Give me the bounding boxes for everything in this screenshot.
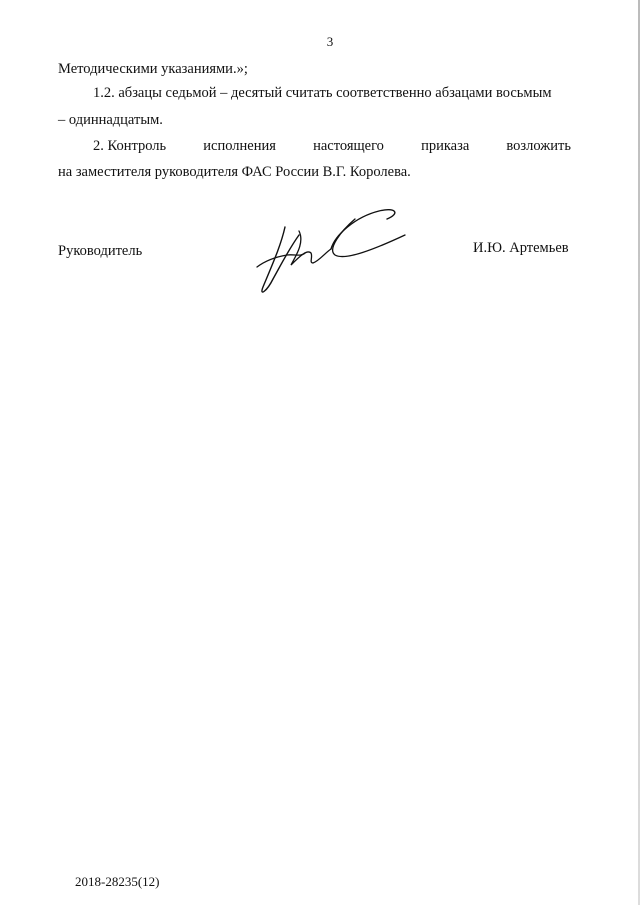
text-line-3: – одиннадцатым.	[58, 112, 163, 128]
signatory-name: И.Ю. Артемьев	[473, 240, 569, 256]
text-line-1: Методическими указаниями.»;	[58, 61, 248, 77]
text-line-4-word: 2. Контроль	[93, 138, 167, 154]
handwritten-signature	[255, 205, 410, 295]
text-line-4-word: настоящего	[313, 138, 384, 154]
signatory-role: Руководитель	[58, 243, 143, 259]
text-line-4-word: приказа	[421, 138, 470, 154]
document-id: 2018-28235(12)	[75, 874, 160, 889]
text-line-2: 1.2. абзацы седьмой – десятый считать соответственно абзацами восьмым	[93, 85, 552, 101]
text-line-4	[93, 137, 571, 155]
text-line-4-word: возложить	[506, 138, 571, 154]
text-line-5: на заместителя руководителя ФАС России В.Г. Королева.	[58, 164, 411, 180]
page-number: 3	[326, 34, 334, 49]
text-line-4-word: исполнения	[203, 138, 276, 154]
